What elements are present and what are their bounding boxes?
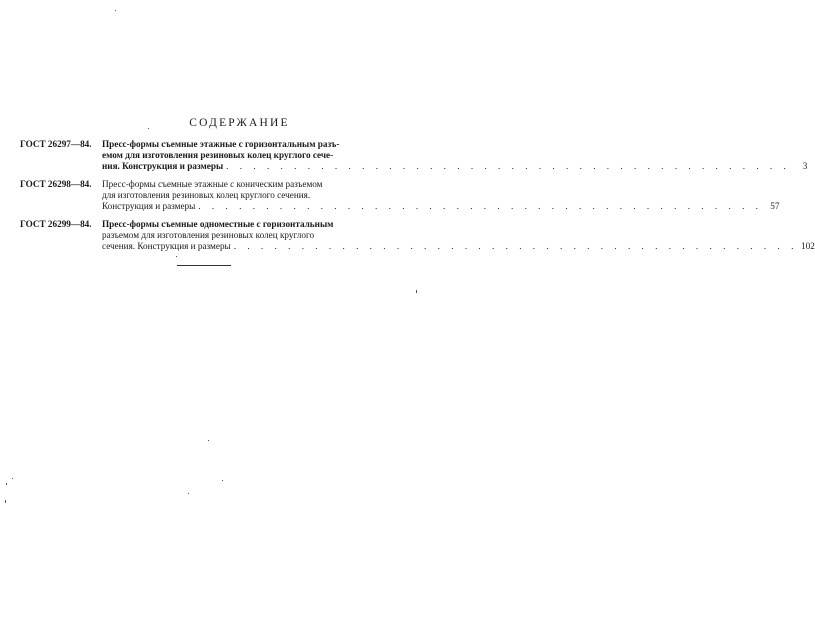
scan-speck xyxy=(115,10,116,11)
entry-last-line xyxy=(102,161,807,172)
entry-line: емом для изготовления резиновых колец круглого сече- xyxy=(102,150,334,160)
entry-line: для изготовления резиновых колец круглого сечения. xyxy=(102,190,311,200)
scan-speck xyxy=(176,256,177,257)
entry-line: ния. Конструкция и размеры xyxy=(102,161,224,171)
page-number: 102 xyxy=(801,241,815,251)
dot-leader xyxy=(226,161,790,172)
closing-rule xyxy=(177,265,231,266)
standard-code: ГОСТ 26297—84. xyxy=(20,139,92,149)
standard-code: ГОСТ 26298—84. xyxy=(20,179,92,189)
toc-entry xyxy=(20,139,808,172)
entry-line: Конструкция и размеры xyxy=(102,201,196,211)
entry-last-line xyxy=(102,241,815,252)
entry-text xyxy=(102,219,815,252)
entry-last-line xyxy=(102,201,779,212)
entry-line: сечения. Конструкция и размеры xyxy=(102,241,231,251)
entry-text xyxy=(102,179,779,212)
toc-entry xyxy=(20,219,815,252)
entry-line: разъемом для изготовления резиновых колец круглого xyxy=(102,230,315,240)
standard-code: ГОСТ 26299—84. xyxy=(20,219,92,229)
contents-heading: СОДЕРЖАНИЕ xyxy=(189,117,290,129)
entry-line: Пресс-формы съемные одноместные с горизонтальным xyxy=(102,219,334,229)
scan-speck xyxy=(6,483,7,485)
page-number: 3 xyxy=(802,161,808,171)
toc-entry xyxy=(20,179,780,212)
table-of-contents xyxy=(20,139,815,259)
scan-speck xyxy=(188,493,189,494)
scan-speck xyxy=(5,500,6,503)
scan-speck xyxy=(222,480,223,481)
entry-line: Пресс-формы съемные этажные с горизонтальным разъ- xyxy=(102,139,340,149)
entry-text xyxy=(102,139,807,172)
dot-leader xyxy=(198,201,762,212)
scan-speck xyxy=(148,128,149,129)
scan-speck xyxy=(208,440,209,441)
entry-line: Пресс-формы съемные этажные с коническим разъемом xyxy=(102,179,323,189)
scan-speck xyxy=(416,290,417,293)
page-number: 57 xyxy=(770,201,780,211)
dot-leader xyxy=(234,241,798,252)
scan-speck xyxy=(12,478,13,479)
